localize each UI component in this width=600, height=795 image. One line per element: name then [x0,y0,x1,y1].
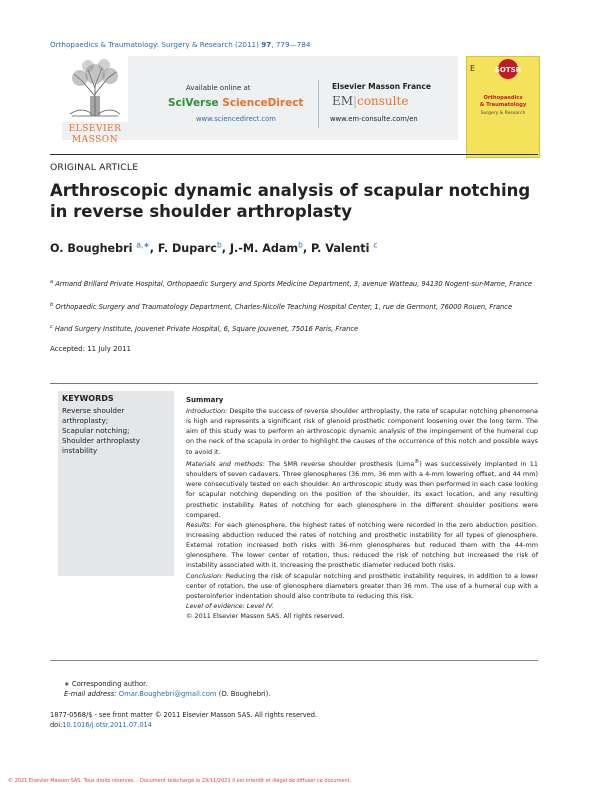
download-notice: © 2021 Elsevier Masson SAS. Tous droits réservés. - Document téléchargé le 29/11/2021 Il est interdit et illégal de diffuser ce document. [8,778,352,784]
affiliation-b: $^b$ Orthopaedic Surgery and Traumatology Department, Charles-Nicolle Teaching Hospital Center, 1, rue de Germont, 76000 Rouen, France [50,302,513,312]
elsevier-masson-logo-text: ELSEVIER MASSON [68,124,122,145]
author-1-affiliation-link[interactable]: a,∗ [136,240,150,249]
summary-copyright: © 2011 Elsevier Masson SAS. All rights reserved. [186,612,345,621]
author-4: P. Valenti $^c$ [311,240,378,255]
author-list [50,240,378,255]
em-consulte-logo[interactable]: EM|consulte [332,94,409,108]
summary-level-of-evidence: Level of evidence: Level IV. [186,602,274,611]
affiliation-c: $^c$ Hand Surgery Institute, Jouvenet Private Hospital, 6, Square Jouvenet, 75016 Paris, France [50,324,359,334]
article-type: ORIGINAL ARTICLE [50,162,139,173]
svg-text:SOTSR: SOTSR [494,66,522,74]
author-3: J.-M. Adam$^b$, [229,240,312,255]
author-2-affiliation-link[interactable]: b [216,240,222,249]
footnote-rule [50,660,538,661]
keyword-item: Reverse shoulder arthroplasty; [62,406,125,425]
summary-body [186,406,538,621]
summary-introduction: Introduction: Despite the success of reverse shoulder arthroplasty, the rate of scapular notching phenomena is high and represents a significant risk of glenoid prosthetic component loosening over the long term. The aim of this study was to perform an arthroscopic dynamic analysis of the impingement of the humeral cup on the neck of the scapula in order to highlight the causes of the occurrence of this notch and possible ways to avoid it. [186,407,538,456]
sciverse-sciencedirect-logo[interactable]: SciVerse ScienceDirect [168,97,304,109]
doi-link[interactable]: 10.1016/j.otsr.2011.07.014 [62,721,152,729]
email-link[interactable]: Omar.Boughebri@gmail.com [118,690,217,698]
abstract-rule [50,383,538,384]
cover-publisher-mark: E [470,64,476,73]
journal-reference[interactable]: Orthopaedics & Traumatology: Surgery & Research (2011) 97, 779—784 [50,40,311,49]
sciencedirect-link[interactable]: www.sciencedirect.com [196,115,276,123]
cover-subtitle: Surgery & Research [480,111,526,116]
summary-title: Summary [186,396,224,404]
header-divider [318,80,319,128]
doi-line: doi:10.1016/j.otsr.2011.07.014 [50,721,152,729]
corresponding-author-note: ∗ Corresponding author. [64,680,148,688]
available-online-label: Available online at [186,84,251,92]
summary-methods: Materials and methods: The SMR reverse shoulder prosthesis (Lima®) was successively implanted in 11 shoulders of seven cadavers. Three glenospheres (36 mm, 36 mm with a 4-mm lowering offset, and 44 mm) were consecutively tested on each shoulder. An arthroscopic study was then performed in each case looking for scapular notching depending on the position of the shoulder, its exact location, and any resulting prosthetic instability. Rates of notching for each glenosphere in the different shoulder positions were compared. [186,458,539,519]
accepted-date: Accepted: 11 July 2011 [50,345,131,353]
summary-results: Results: For each glenosphere, the highest rates of notching were recorded in the zero abduction position. Increasing abduction reduced the rates of notching and prosthetic instability for all types of glenosphere. External rotation increased both risks with 36-mm glenospheres but reduced them with the 44-mm glenosphere. The lower center of rotation, thus, reduced the risk of notching but increased the risk of instability associated with it. Increasing the prosthetic diameter reduced both risks. [186,520,538,570]
elsevier-masson-france-label: Elsevier Masson France [332,82,431,91]
em-consulte-link[interactable]: www.em-consulte.com/en [330,115,418,123]
article-title: Arthroscopic dynamic analysis of scapular notching in reverse shoulder arthroplasty [50,181,531,221]
keywords-title: KEYWORDS [62,394,114,403]
affiliation-a: $^a$ Armand Brillard Private Hospital, Orthopaedic Surgery and Sports Medicine Department, 3, avenue Watteau, 94130 Nogent-sur-Marne, France [50,279,532,289]
author-4-affiliation-link[interactable]: c [373,240,378,249]
issn-line: 1877-0568/$ - see front matter © 2011 Elsevier Masson SAS. All rights reserved. [50,711,317,719]
keyword-item: Scapular notching; [62,426,130,435]
cover-title: Orthopaedics & Traumatology [479,95,527,108]
keyword-item: Shoulder arthroplasty instability [62,436,140,455]
email-note: E-mail address: Omar.Boughebri@gmail.com (O. Boughebri). [64,690,271,698]
summary-conclusion: Conclusion: Reducing the risk of scapular notching and prosthetic instability requires, in addition to a lower center of rotation, the use of glenosphere diameters greater than 36 mm. The use of a humeral cup with a posteroinferior indentation should also contribute to reducing this risk. [186,571,538,600]
header-rule [50,154,538,155]
author-3-affiliation-link[interactable]: b [298,240,303,249]
author-2: F. Duparc$^b$, [157,240,230,255]
author-1: O. Boughebri $^{a,∗}$, [50,240,158,255]
sotsr-logo-icon [490,58,526,80]
